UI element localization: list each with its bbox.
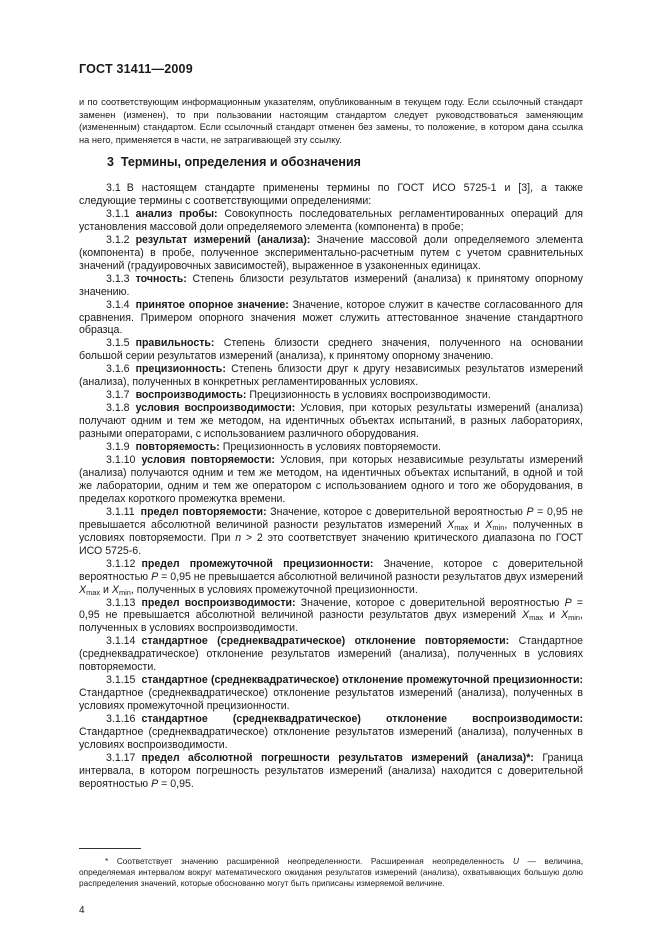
section-heading — [107, 155, 361, 169]
clause-3-1-6: 3.1.6 прецизионность: Степень близости друг к другу независимых результатов измерений (анализа), полученных в конкретных регламентированных условиях. — [79, 363, 583, 389]
term-label: стандартное (среднеквадратическое) отклонение воспроизводимости: — [141, 713, 583, 726]
term-label: стандартное (среднеквадратическое) отклонение повторяемости: — [141, 635, 510, 648]
clause-3-1: 3.1 В настоящем стандарте применены термины по ГОСТ ИСО 5725-1 и [3], а также следующие термины с соответствующими определениями: — [79, 182, 583, 207]
clause-3-1-9: 3.1.9 повторяемость: Прецизионность в условиях повторяемости. — [106, 441, 441, 454]
term-label: воспроизводимость: — [135, 389, 247, 402]
intro-paragraph: и по соответствующим информационным указателям, опубликованным в текущем году. Если ссылочный стандарт заменен (изменен), то при пользовании настоящим стандартом следует руководствоваться заменяющим (измененным) стандартом. Если ссылочный стандарт отменен без замены, то положение, в котором дана ссылка на него, применяется в части, не затрагивающей эту ссылку. — [79, 97, 583, 145]
clause-3-1-2: 3.1.2 результат измерений (анализа): Значение массовой доли определяемого элемента (компонента) в пробе, полученное экспериментально-расчетным путем с учетом сравнительных значений (градуировочных зависимостей), выраженное в узаконенных единицах. — [79, 233, 584, 272]
term-label: условия воспроизводимости: — [135, 402, 296, 415]
footnote: * Соответствует значению расширенной неопределенности. Расширенная неопределенность U — величина, определяемая интервалом вокруг математического ожидания результатов измерений (анализа), охватывающих большую долю распределения значений, которые обоснованно могут быть приписаны измеряемой величине. — [79, 856, 584, 889]
clause-3-1-1: 3.1.1 анализ пробы: Совокупность последовательных регламентированных операций для установления массовой доли определяемого элемента (компонента) в пробе; — [79, 207, 583, 233]
term-label: точность: — [135, 272, 187, 285]
clause-3-1-10: 3.1.10 условия повторяемости: Условия, при которых независимые результаты измерений (анализа) получаются одним и тем же методом, на идентичных объектах испытаний, в одной и той же лаборатории, одним и тем же оператором с использованием одного и того же оборудования, в пределах короткого промежутка времени. — [79, 454, 584, 505]
term-label: анализ пробы: — [135, 207, 218, 220]
clause-3-1-3: 3.1.3 точность: Степень близости результатов измерений (анализа) к принятому опорному значению. — [79, 272, 583, 298]
clause-3-1-8: 3.1.8 условия воспроизводимости: Условия, при которых результаты измерений (анализа) получают одним и тем же методом, на идентичных объектах испытаний, в разных лабораториях, разными операторами, с использованием различного оборудования. — [79, 402, 583, 441]
terms-body — [79, 182, 583, 791]
term-label: предел абсолютной погрешности результатов измерений (анализа)*: — [141, 751, 534, 764]
clause-3-1-4: 3.1.4 принятое опорное значение: Значение, которое служит в качестве согласованного для сравнения. Примером опорного значения может служить аттестованное значение стандартного образца. — [79, 298, 583, 337]
clause-3-1-14: 3.1.14 стандартное (среднеквадратическое) отклонение повторяемости: Стандартное (среднеквадратическое) отклонение результатов измерений (анализа), полученных в условиях повторяемости. — [79, 635, 583, 674]
footnote-divider — [79, 848, 141, 849]
term-label: предел повторяемости: — [140, 505, 267, 518]
term-label: повторяемость: — [135, 441, 220, 454]
term-label: предел воспроизводимости: — [141, 596, 296, 609]
clause-3-1-13: 3.1.13 предел воспроизводимости: Значение, которое с доверительной вероятностью P = 0,95 не превышается абсолютной величиной разности результатов двух измерений $X_{max}$ и $X_{min}$, полученных в условиях воспроизводимости. — [79, 596, 583, 635]
term-label: результат измерений (анализа): — [135, 233, 311, 246]
clause-3-1-7: 3.1.7 воспроизводимость: Прецизионность в условиях воспроизводимости. — [106, 389, 491, 402]
clause-3-1-5: 3.1.5 правильность: Степень близости среднего значения, полученного на основании большой серии результатов измерений (анализа), к принятому опорному значению. — [79, 337, 584, 363]
term-label: стандартное (среднеквадратическое) отклонение промежуточной прецизионности: — [141, 674, 583, 687]
document-header: ГОСТ 31411—2009 — [79, 62, 193, 76]
clause-3-1-16: 3.1.16 стандартное (среднеквадратическое) отклонение воспроизводимости: Стандартное (среднеквадратическое) отклонение результатов измерений (анализа), полученных в условиях воспроизводимости. — [79, 713, 583, 751]
page-number: 4 — [79, 905, 85, 916]
term-label: условия повторяемости: — [141, 454, 275, 467]
clause-3-1-12: 3.1.12 предел промежуточной прецизионности: Значение, которое с доверительной вероятностью P = 0,95 не превышается абсолютной величиной разности результатов двух измерений $X_{max}$ и $X_{min}$, полученных в условиях промежуточной прецизионности. — [79, 557, 583, 597]
section-number: 3 — [107, 155, 114, 169]
section-title: Термины, определения и обозначения — [120, 155, 361, 169]
term-label: предел промежуточной прецизионности: — [141, 557, 374, 570]
term-label: правильность: — [135, 337, 215, 350]
clause-3-1-15: 3.1.15 стандартное (среднеквадратическое) отклонение промежуточной прецизионности: Стандартное (среднеквадратическое) отклонение результатов измерений (анализа), полученных в условиях промежуточной прецизионности. — [79, 674, 583, 713]
clause-3-1-11: 3.1.11 предел повторяемости: Значение, которое с доверительной вероятностью P = 0,95 не превышается абсолютной величиной разности результатов измерений $X_{max}$ и $X_{min}$, полученных в условиях повторяемости. При n > 2 это соответствует значению критического диапазона по ГОСТ ИСО 5725-6. — [79, 505, 584, 557]
term-label: прецизионность: — [135, 363, 226, 376]
clause-3-1-17: 3.1.17 предел абсолютной погрешности результатов измерений (анализа)*: Граница интервала, в котором погрешность результатов измерений (анализа) находится с доверительной вероятностью P = 0,95. — [79, 751, 583, 790]
term-label: принятое опорное значение: — [135, 298, 289, 311]
